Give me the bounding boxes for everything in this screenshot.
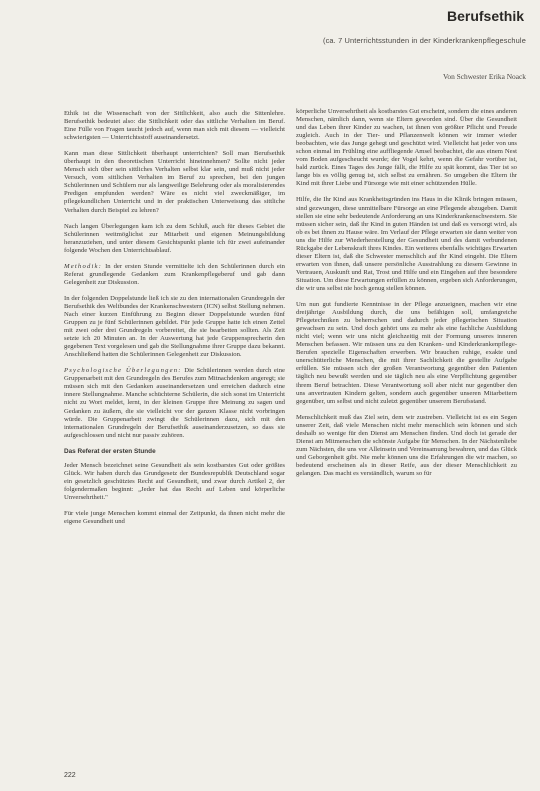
- article-title: Berufsethik: [446, 8, 524, 24]
- paragraph: Hilfe, die Ihr Kind aus Krankheitsgründen ins Haus in die Klinik bringen müssen, sind gezwungen, diese unmittelbare Fürsorge an eine Pflegende abzugeben. Damit stellen sie eine sehr bedeutende Anforderung an uns Kinderkrankenschwestern. Sie müssen sicher sein, daß ihr Kind in guten Händen ist und daß es versorgt wird, als ob es bei ihnen zu Hause wäre. Im Verlauf der Pflege erwarten sie dann weiter von uns die Hilfe zur Wiederherstellung der Gesundheit und des damit verbundenen Rückgabe der Lebenskraft ihres Kindes. Ein weiteres ebenfalls wichtiges Erwarten dieser Eltern ist, daß die Schwester menschlich auf ihr Kind eingeht. Die Eltern erwarten von ihnen, daß unsere persönliche Ausstrahlung zu diesem Gewinne in Vertrauen, Auskunft und Rat, Trost und Hilfe und ein Eingehen auf ihre besondere Situation. Um diese Erwartungen erfüllen zu können, ergeben sich Anforderungen, die wir uns selbst nie hoch genug stellen können.: [296, 196, 517, 292]
- paragraph: Ethik ist die Wissenschaft von der Sittlichkeit, also auch die Sittenlehre. Berufsethik bedeutet also: die Sittlichkeit oder das sittliche Verhalten im Beruf. Eine Fülle von Fragen taucht jedoch auf, wenn man sich mit diesem — vielleicht schwierigsten — Unterrichtsstoff auseinandersetzt.: [64, 110, 285, 142]
- paragraph: Nach langen Überlegungen kam ich zu dem Schluß, auch für dieses Gebiet die Schülerinnen weitmöglichst zur Mitarbeit und eigenen Meinungsbildung heranzuziehen, und unter diesem Gesichtspunkt plante ich für zwei aufeinander folgende Wochen den Unterrichtsablauf.: [64, 222, 285, 254]
- paragraph: [64, 263, 285, 287]
- paragraph-text: Die Schülerinnen werden durch eine Gruppenarbeit mit den Grundregeln des Berufes zum Mitnachdenken angeregt; sie müssen sich mit den Gedanken auseinandersetzen und erreichen dadurch eine innere Stellungnahme. Manche schüchterne Schülerin, die sich sonst im Unterricht nicht zu Wort meldet, lernt, in der kleinen Gruppe ihre Meinung zu sagen und Gedanken zu äußern, die sie vielleicht vor der ganzen Klasse nicht vorbringen würde. Die Gruppenarbeit zwingt die Schülerinnen dazu, sich mit den internationalen Grundregeln der Berufsethik auseinanderzusetzen, so dass sie aufgeschlossen und nicht nur passiv zuhören.: [64, 367, 285, 439]
- paragraph: Für viele junge Menschen kommt einmal der Zeitpunkt, da ihnen nicht mehr die eigene Gesundheit und: [64, 509, 285, 526]
- paragraph: Menschlichkeit muß das Ziel sein, dem wir zustreben. Vielleicht ist es ein Segen unserer Zeit, daß viele Menschen nicht mehr menschlich sein können und sich deshalb so wenige für den Dienst am Menschen finden. Und doch ist gerade der Dienst am Mitmenschen die schönste Aufgabe für Menschen. In der Nächstenliebe zum Nächsten, die uns vor Alleinsein und Vereinsamung bewahren, und das Glück und Geborgenheit gibt. Nie mehr können uns die Erfahrungen die wir machen, so bedeutend erscheinen als in dieser Reife, aus der dieser Menschlichkeit zu gelangen. Das macht es verständlich, warum so für: [296, 413, 517, 477]
- page-number: 222: [64, 772, 76, 779]
- paragraph: körperliche Unversehrtheit als kostbarstes Gut erscheint, sondern die eines anderen Menschen, nämlich dann, wenn sie Eltern geworden sind. Über die Gesundheit und das Leben ihrer Kinder zu wachen, ist ihnen von größter Pflicht und Freude zugleich. Auch in der Tier- und Pflanzenwelt können wir immer wieder beobachten, wie das Junge gehegt und geschützt wird. Vielleicht hat jeder von uns schon einmal im Frühling eine auffliegende Amsel beobachtet, die aus einem Nest vom Boden aufgescheucht wurde; der Vogel kehrt, wenn die Gefahr vorüber ist, bald zurück. Eines Tages des Junge fällt, die Hilfe zu spät kommt, das Tier ist so lange bis es völlig genug ist, sich selbst zu ernähren. So umgeben die Eltern ihr Kind mit ihrer Liebe und Fürsorge wie mit einer schützenden Hülle.: [296, 108, 517, 188]
- text-column-left: [64, 110, 285, 760]
- psych-label: Psychologische Überlegungen:: [64, 367, 182, 375]
- paragraph: In der folgenden Doppelstunde ließ ich sie zu den internationalen Grundregeln der Berufsethik des Weltbundes der Krankenschwestern (ICN) selbst Stellung nehmen. Nach einer kurzen Einführung zu Beginn dieser Doppelstunde wurden fünf Gruppen zu je fünf Schülerinnen gebildet. Für jede Gruppe hatte ich einen Zettel mit zwei oder drei Grundregeln vorbereitet, die sie bearbeiten sollten. Als Zeit setzte ich 20 Minuten an. In der Auswertung hat jede Gruppensprecherin den gegebenen Text vorgelesen und gab die Stellungnahme ihrer Gruppe dazu bekannt. Anschließend hatten die Schülerinnen Gelegenheit zur Diskussion.: [64, 294, 285, 359]
- text-column-right: [296, 108, 517, 758]
- paragraph: Jeder Mensch bezeichnet seine Gesundheit als sein kostbarstes Gut oder größtes Glück. Wir haben durch das Grundgesetz der Bundesrepublik Deutschland sogar ein gesetzlich geschütztes Recht auf Gesundheit, und zwar durch Artikel 2, der folgendermaßen beginnt: „Jeder hat das Recht auf Leben und körperliche Unversehrtheit.": [64, 461, 285, 501]
- article-author: Von Schwester Erika Noack: [443, 72, 526, 81]
- section-subheading: Das Referat der ersten Stunde: [64, 447, 156, 455]
- paragraph-text: In der ersten Stunde vermittelte ich den Schülerinnen durch ein Referat grundlegende Gedanken zum Krankenpflegeberuf und gab dann Gelegenheit zur Diskussion.: [64, 262, 285, 286]
- paragraph: Um nun gut fundierte Kenntnisse in der Pflege anzueignen, machen wir eine dreijährige Ausbildung durch, die uns befähigen soll, umfangreiche Pflegetechniken zu beherrschen und dadurch jeder pflegerischen Situation gewachsen zu sein. Und doch gehört uns zu mehr als eine fachliche Ausbildung nicht viel; wenn wir uns nicht gleichzeitig mit der Formung unseres inneren Menschen befassen. Wir müssen uns zu den Kranken- und Kinderkrankenpflege-Berufen spezielle Eigenschaften erwerben. Wir brauchen ruhige, exakte und unerschütterliche Menschen, die mit ihrer Sachlichkeit die gestellte Aufgabe erfüllen. Sie müssen sich der großen Verantwortung gegenüber den Patienten täglich neu bewußt werden und sie täglich neu als eine Verpflichtung gegenüber ihrem Beruf betrachten. Diese Verantwortung soll aber nicht nur gegenüber den uns anvertrauten Kindern gelten, sondern auch gegenüber unseren Mitarbeitern gegenüber, um selbst und nicht zuletzt gegenüber unserem Berufsstand.: [296, 301, 517, 405]
- article-subtitle: (ca. 7 Unterrichtsstunden in der Kinderkrankenpflegeschule: [322, 36, 526, 45]
- paragraph: Kann man diese Sittlichkeit überhaupt unterrichten? Soll man Berufsethik überhaupt in den theoretischen Unterricht hineinnehmen? Sollte nicht jeder Mensch sich über sein sittliches Verhalten selbst klar sein, und muß nicht jeder Versuch, vom sittlichen Verhalten im Beruf zu sprechen, bei den jungen Schülerinnen und Schülern nur als langweilige Belehrung oder als moralisierendes Predigen empfunden werden? Wäre es nicht viel zweckmäßiger, im pflegekundlichen Unterricht und in der praktischen Unterweisung das sittliche Verhalten durch Beispiel zu lehren?: [64, 150, 285, 214]
- method-label: Methodik:: [64, 262, 103, 270]
- paragraph: [64, 367, 285, 439]
